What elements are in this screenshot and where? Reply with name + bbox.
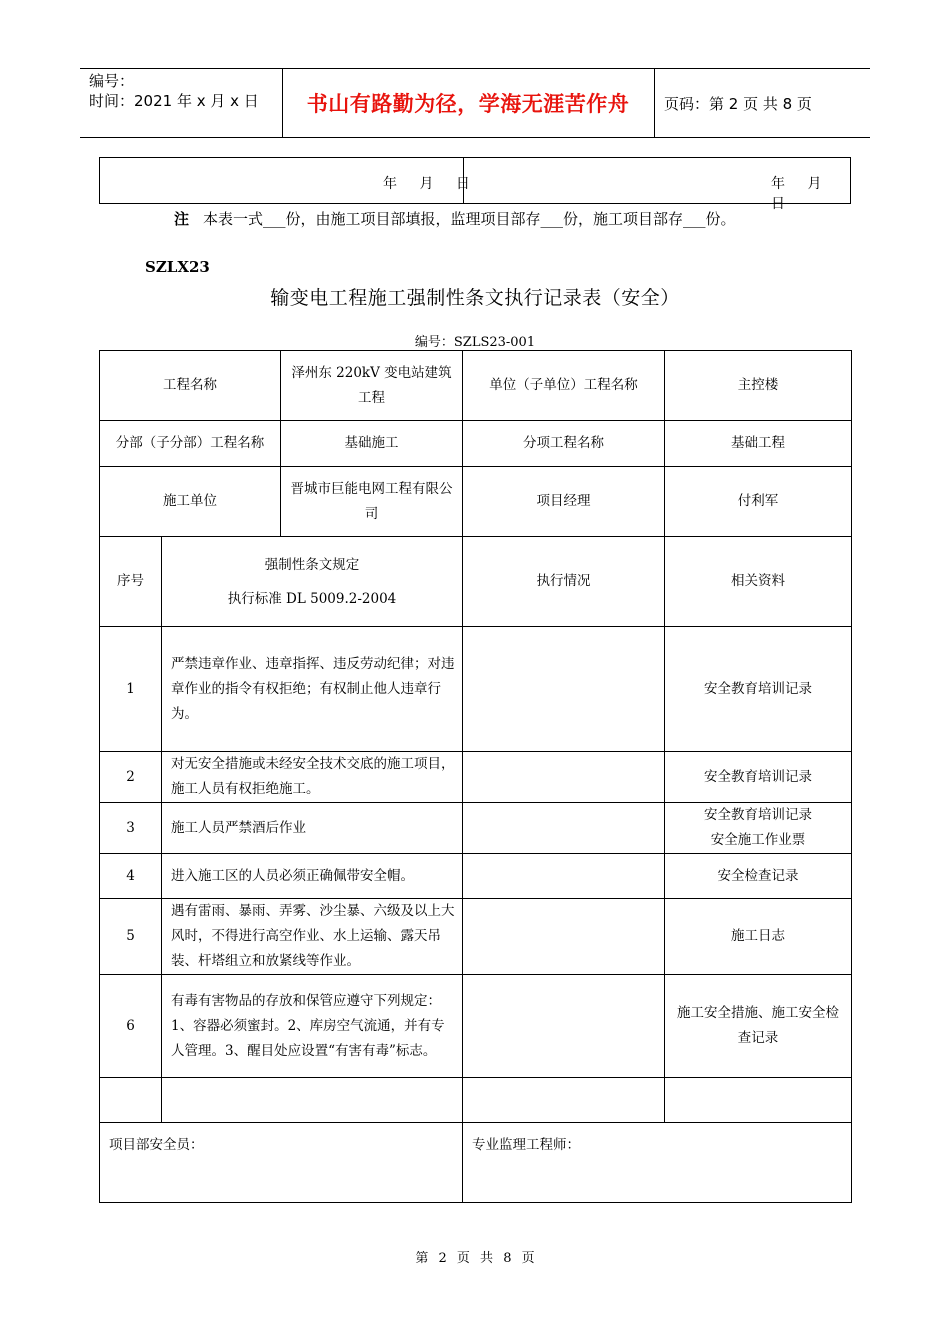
- project-name-label: 工程名称: [100, 351, 281, 421]
- empty-cell: [162, 1078, 463, 1123]
- info-row: [100, 467, 852, 537]
- note-label: 注: [174, 210, 190, 228]
- supervisor-signature: 专业监理工程师：: [463, 1123, 852, 1203]
- form-code: SZLX23: [145, 258, 210, 276]
- row-exec: [463, 975, 665, 1078]
- col-rule-standard: 执行标准 DL 5009.2-2004: [227, 590, 397, 607]
- row-no: 2: [100, 752, 162, 803]
- item: 基础工程: [665, 421, 852, 467]
- header-time: 时间：2021 年 x 月 x 日: [89, 92, 259, 110]
- contractor: 晋城市巨能电网工程有限公司: [281, 467, 463, 537]
- row-no: 3: [100, 803, 162, 854]
- row-docs: 安全检查记录: [665, 854, 852, 899]
- signature-date-row: [99, 157, 851, 212]
- row-docs: 安全教育培训记录: [665, 752, 852, 803]
- header-motto: 书山有路勤为径，学海无涯苦作舟: [306, 92, 630, 116]
- table-row: [100, 627, 852, 752]
- date-divider: [463, 158, 464, 203]
- column-header-row: [100, 537, 852, 627]
- row-docs: 安全教育培训记录: [665, 627, 852, 752]
- row-rule: 有毒有害物品的存放和保管应遵守下列规定：1、容器必须蜜封。2、库房空气流通，并有专人管理。3、醒目处应设置“有害有毒”标志。: [162, 975, 463, 1078]
- unit-name-label: 单位（子单位）工程名称: [463, 351, 665, 421]
- manager: 付利军: [665, 467, 852, 537]
- sub-project-label: 分部（子分部）工程名称: [100, 421, 281, 467]
- form-doc-number: 编号：SZLS23-001: [414, 335, 536, 350]
- table-row: [100, 975, 852, 1078]
- table-row: [100, 803, 852, 854]
- col-docs: 相关资料: [665, 537, 852, 627]
- page-header: [80, 68, 870, 138]
- item-label: 分项工程名称: [463, 421, 665, 467]
- page-footer: 第 2 页 共 8 页: [415, 1251, 535, 1266]
- table-row: [100, 899, 852, 975]
- table-row: [100, 854, 852, 899]
- col-seq: 序号: [100, 537, 162, 627]
- project-name: 泽州东 220kV 变电站建筑工程: [281, 351, 463, 421]
- info-row: [100, 351, 852, 421]
- form-title: 输变电工程施工强制性条文执行记录表（安全）: [270, 287, 680, 309]
- row-rule: 严禁违章作业、违章指挥、违反劳动纪律；对违章作业的指令有权拒绝；有权制止他人违章行为。: [162, 627, 463, 752]
- date-left: 年 月 日: [383, 176, 479, 192]
- row-rule: 遇有雷雨、暴雨、弄雾、沙尘暴、六级及以上大风时，不得进行高空作业、水上运输、露天吊装、杆塔组立和放紧线等作业。: [162, 899, 463, 975]
- record-table: [99, 350, 852, 1203]
- row-exec: [463, 854, 665, 899]
- empty-row: [100, 1078, 852, 1123]
- row-no: 4: [100, 854, 162, 899]
- row-exec: [463, 899, 665, 975]
- row-rule: 进入施工区的人员必须正确佩带安全帽。: [162, 854, 463, 899]
- unit-name: 主控楼: [665, 351, 852, 421]
- row-docs: 安全教育培训记录 安全施工作业票: [665, 803, 852, 854]
- note-text: 本表一式___份，由施工项目部填报，监理项目部存___份，施工项目部存___份。: [203, 210, 736, 228]
- header-page-number: 页码：第 2 页 共 8 页: [664, 95, 812, 113]
- row-exec: [463, 752, 665, 803]
- row-no: 6: [100, 975, 162, 1078]
- row-no: 5: [100, 899, 162, 975]
- date-right: 年 月 日: [771, 176, 831, 212]
- manager-label: 项目经理: [463, 467, 665, 537]
- header-meta: [89, 71, 259, 111]
- col-execution: 执行情况: [463, 537, 665, 627]
- empty-cell: [463, 1078, 665, 1123]
- col-rule: [162, 537, 463, 627]
- empty-cell: [665, 1078, 852, 1123]
- row-no: 1: [100, 627, 162, 752]
- row-rule: 对无安全措施或未经安全技术交底的施工项目，施工人员有权拒绝施工。: [162, 752, 463, 803]
- header-divider: [654, 69, 655, 137]
- row-exec: [463, 627, 665, 752]
- empty-cell: [100, 1078, 162, 1123]
- row-docs: 施工安全措施、施工安全检查记录: [665, 975, 852, 1078]
- info-row: [100, 421, 852, 467]
- table-row: [100, 752, 852, 803]
- col-rule-title: 强制性条文规定: [264, 556, 360, 573]
- row-exec: [463, 803, 665, 854]
- signature-row: [100, 1123, 852, 1203]
- contractor-label: 施工单位: [100, 467, 281, 537]
- header-number: 编号：: [89, 72, 135, 90]
- safety-officer-signature: 项目部安全员：: [100, 1123, 463, 1203]
- row-rule: 施工人员严禁酒后作业: [162, 803, 463, 854]
- form-note: [174, 208, 736, 229]
- sub-project: 基础施工: [281, 421, 463, 467]
- row-docs: 施工日志: [665, 899, 852, 975]
